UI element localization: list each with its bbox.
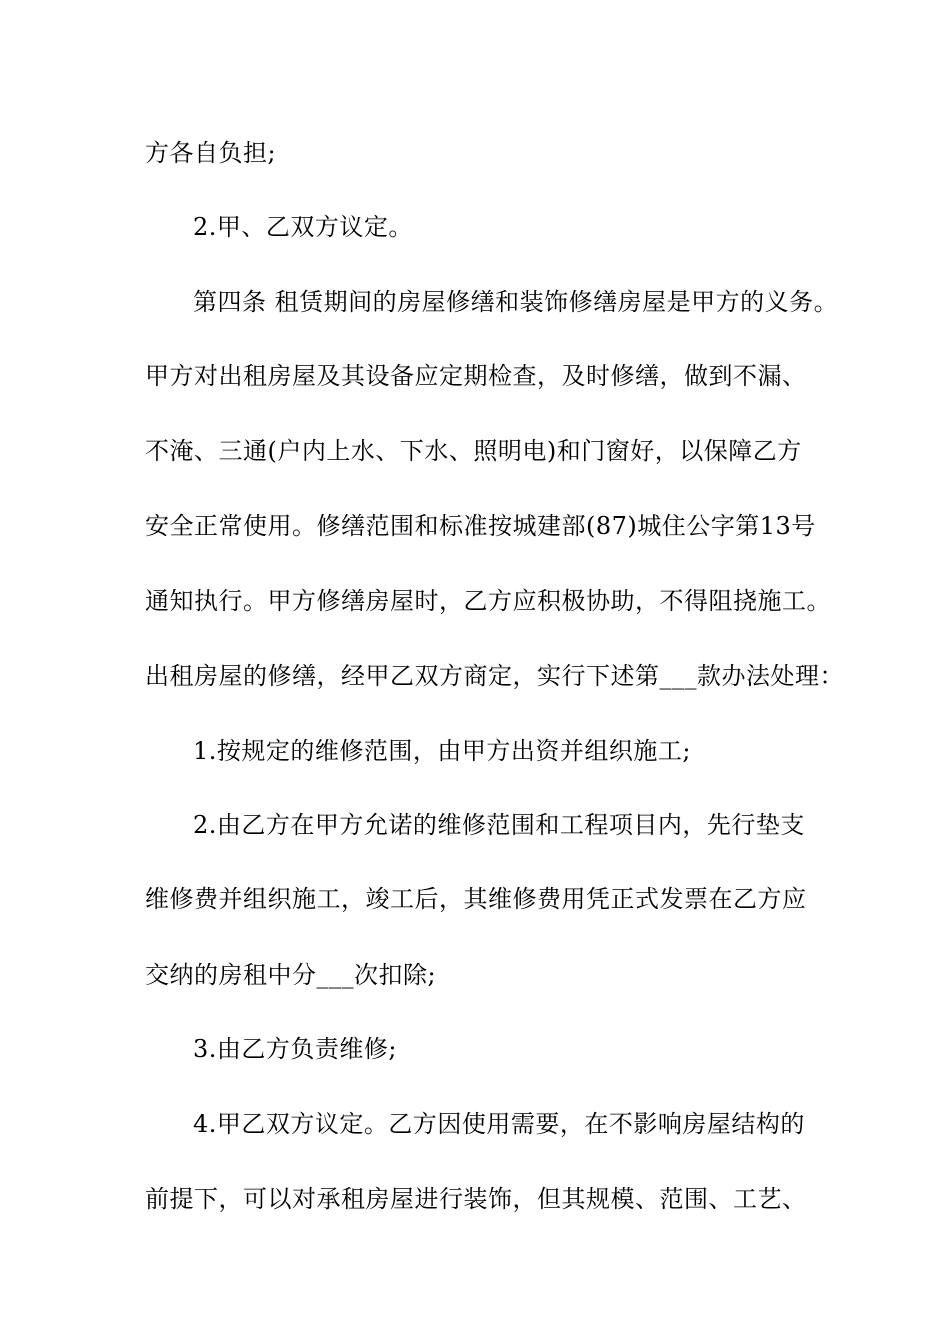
text-line-6: 安全正常使用。修缮范围和标准按城建部(87)城住公字第13号: [145, 512, 816, 540]
text-line-5: 不淹、三通(户内上水、下水、照明电)和门窗好，以保障乙方: [145, 437, 802, 465]
text-line-14: 4.甲乙双方议定。乙方因使用需要，在不影响房屋结构的: [193, 1110, 805, 1138]
text-line-11: 维修费并组织施工，竣工后，其维修费用凭正式发票在乙方应: [145, 885, 807, 913]
text-line-10: 2.由乙方在甲方允诺的维修范围和工程项目内，先行垫支: [193, 811, 805, 839]
text-line-3: 第四条 租赁期间的房屋修缮和装饰修缮房屋是甲方的义务。: [193, 288, 839, 316]
text-line-9: 1.按规定的维修范围，由甲方出资并组织施工;: [193, 737, 691, 765]
text-line-4: 甲方对出租房屋及其设备应定期检查，及时修缮，做到不漏、: [145, 362, 807, 390]
text-line-2: 2.甲、乙双方议定。: [193, 213, 413, 241]
text-line-8: 出租房屋的修缮，经甲乙双方商定，实行下述第___款办法处理：: [145, 662, 844, 690]
text-line-13: 3.由乙方负责维修;: [193, 1035, 397, 1063]
text-line-12: 交纳的房租中分___次扣除;: [145, 961, 437, 989]
text-line-7: 通知执行。甲方修缮房屋时，乙方应积极协助，不得阻挠施工。: [145, 587, 831, 615]
text-line-15: 前提下，可以对承租房屋进行装饰，但其规模、范围、工艺、: [145, 1185, 807, 1213]
text-line-1: 方各自负担;: [145, 139, 277, 167]
